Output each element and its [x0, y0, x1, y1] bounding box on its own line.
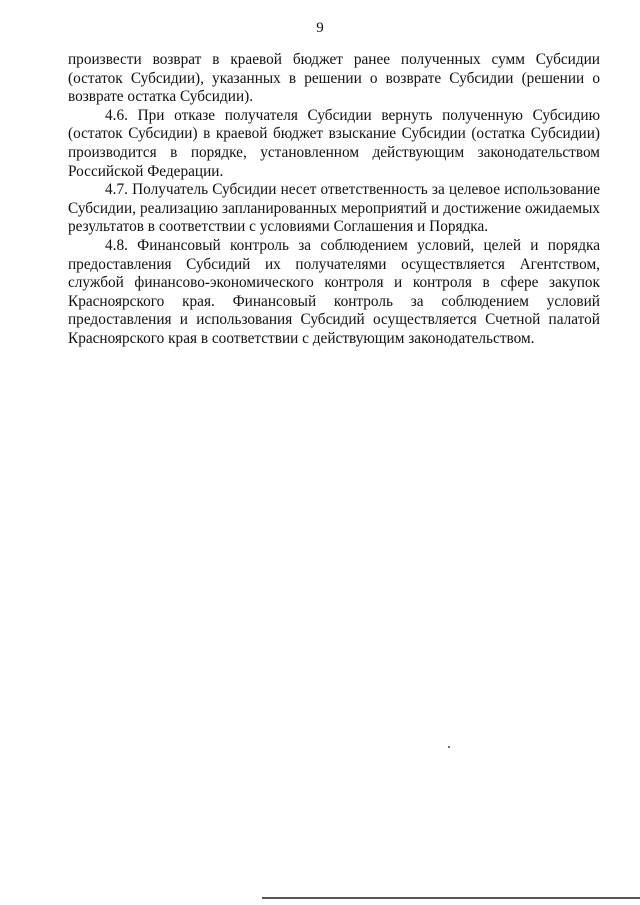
document-body: [68, 51, 600, 349]
paragraph-return-continuation: произвести возврат в краевой бюджет ранее полученных сумм Субсидии (остаток Субсидии), указанных в решении о возврате Субсидии (решении о возврате остатка Субсидии).: [68, 51, 600, 106]
scan-edge-line: [262, 897, 640, 899]
paragraph-4-7: 4.7. Получатель Субсидии несет ответственность за целевое использование Субсидии, реализацию запланированных мероприятий и достижение ожидаемых результатов в соответствии с условиями Соглашения и Порядка.: [68, 181, 600, 236]
paragraph-4-6: 4.6. При отказе получателя Субсидии вернуть полученную Субсидию (остаток Субсидии) в краевой бюджет взыскание Субсидии (остатка Субсидии) производится в порядке, установленном действующим законодательством Российской Федерации.: [68, 106, 600, 180]
page-number: 9: [316, 20, 324, 36]
scan-speck: [448, 746, 450, 748]
paragraph-4-8: 4.8. Финансовый контроль за соблюдением условий, целей и порядка предоставления Субсидий их получателями осуществляется Агентством, службой финансово-экономического контроля и контроля в сфере закупок Красноярского края. Финансовый контроль за соблюдением условий предоставления и использования Субсидий осуществляется Счетной палатой Красноярского края в соответствии с действующим законодательством.: [68, 236, 600, 347]
